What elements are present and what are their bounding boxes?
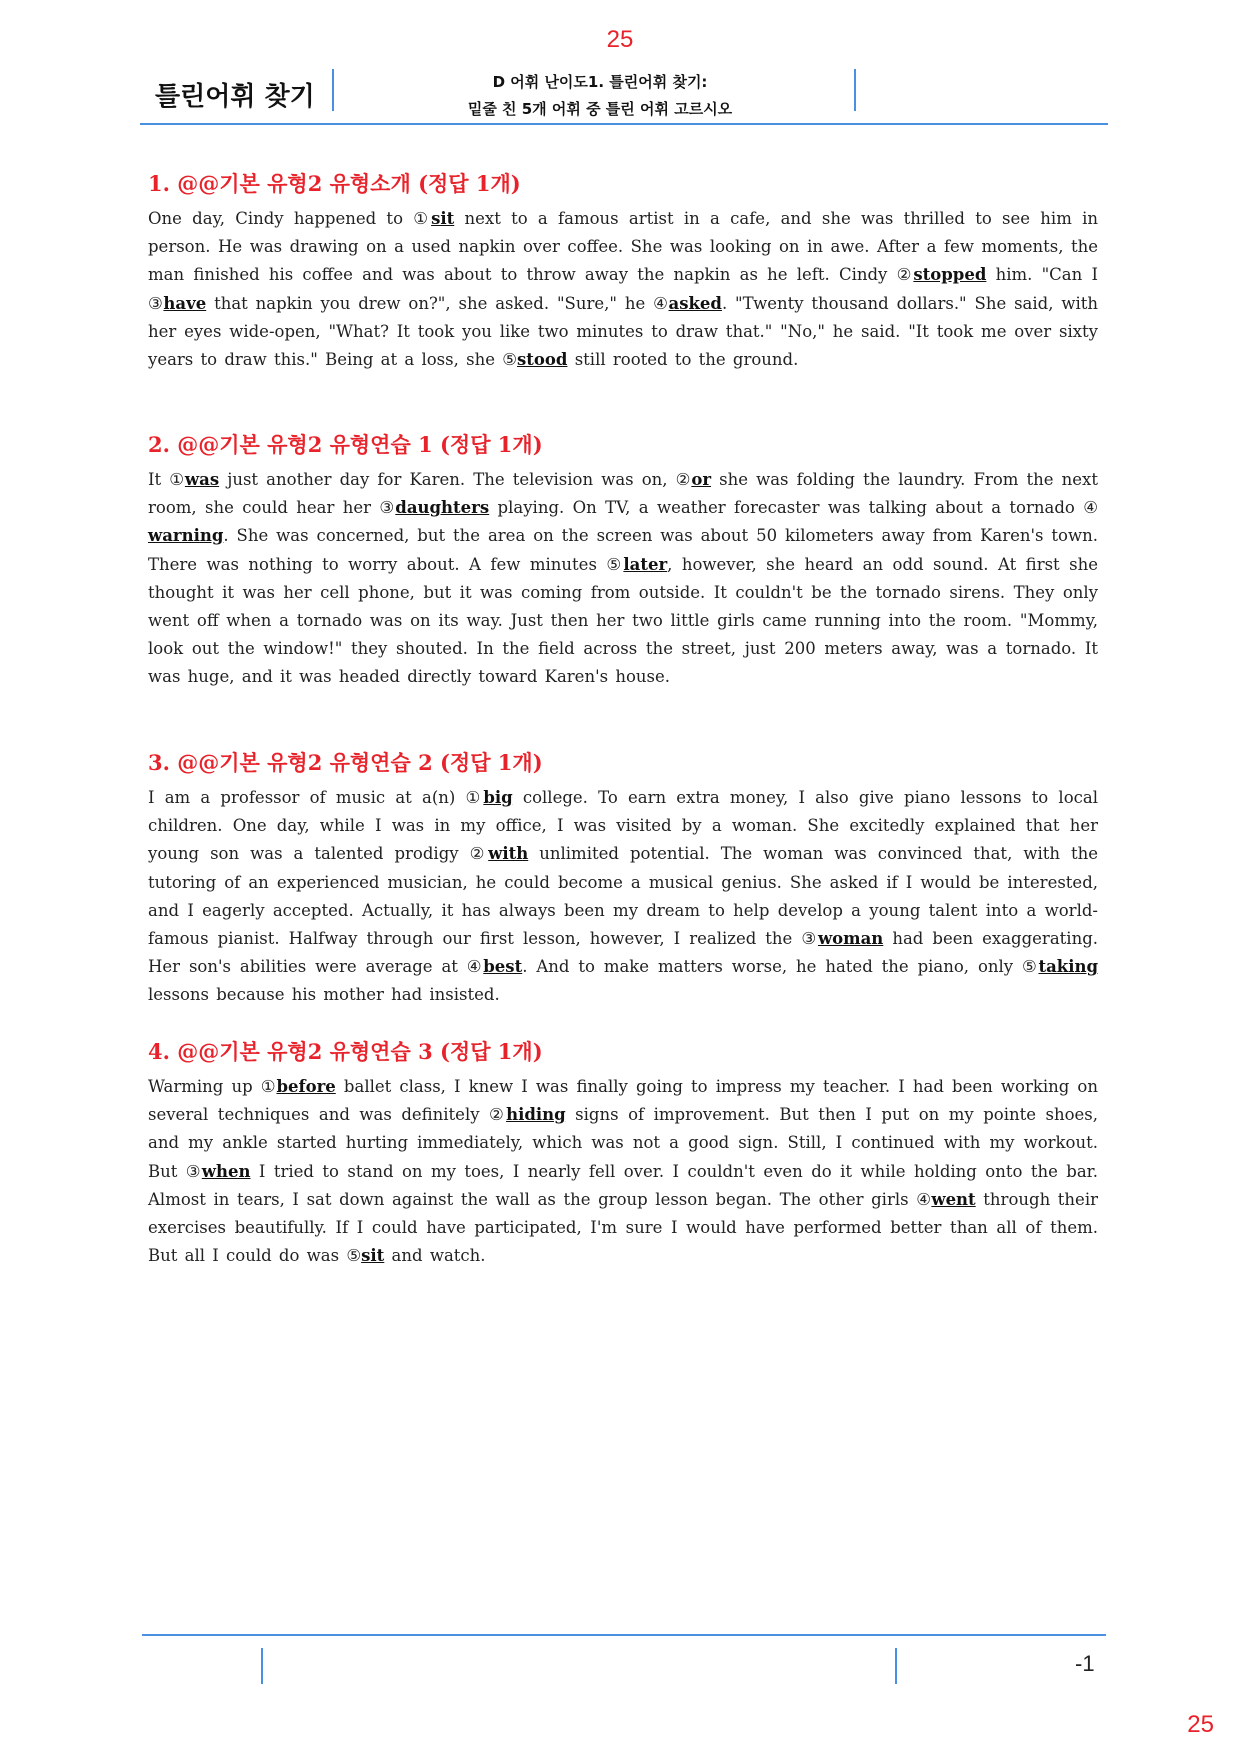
underlined-choice: daughters	[395, 498, 490, 518]
question-title: 4. @@기본 유형2 유형연습 3 (정답 1개)	[148, 1039, 543, 1064]
footer-divider-left	[261, 1648, 263, 1684]
underlined-choice: hiding	[506, 1105, 566, 1125]
footer-rule	[142, 1634, 1106, 1636]
passage-text: I tried to stand on my toes, I nearly fell over. I couldn't even do it while holding onto the bar. Almost in tears, I sat down against the wall as the group lesson began. The other girls ④	[148, 1161, 1098, 1209]
footer-page-label: -1	[1075, 1651, 1095, 1676]
question-title: 3. @@기본 유형2 유형연습 2 (정답 1개)	[148, 750, 543, 775]
page-number-bottom: 25	[1187, 1711, 1214, 1738]
underlined-choice: woman	[817, 929, 884, 949]
underlined-choice: stopped	[913, 265, 987, 285]
header-subtitle	[440, 69, 760, 123]
passage-text: . "Twenty thousand dollars." She said, with her eyes wide-open, "What? It took you like two minutes to draw that." "No," he said. "It took me over sixty years to draw this." Being at a loss, she ⑤	[148, 293, 1098, 370]
header-title: 틀린어휘 찾기	[155, 82, 315, 112]
passage-text: just another day for Karen. The television was on, ②	[219, 470, 692, 489]
header-rule	[140, 123, 1108, 125]
passage-text: One day, Cindy happened to ①	[148, 209, 432, 228]
header-divider-right	[854, 69, 856, 111]
passage-text: I am a professor of music at a(n) ①	[148, 788, 484, 807]
underlined-choice: with	[488, 844, 529, 864]
underlined-choice: stood	[517, 350, 568, 370]
passage-text: she was folding the laundry. From the next room, she could hear her ③	[148, 470, 1098, 518]
passage-text: . And to make matters worse, he hated the piano, only ⑤	[522, 957, 1039, 977]
underlined-choice: big	[483, 788, 513, 807]
passage-text: college. To earn extra money, I also give piano lessons to local children. One day, while I was in my office, I was visited by a woman. She excitedly explained that her young son was a talented prodigy ②	[148, 788, 1098, 864]
passage-text: , however, she heard an odd sound. At first she thought it was her cell phone, but it was coming from outside. It couldn't be the tornado sirens. They only went off when a tornado was on its way. Just then her two little girls came running into the room. "Mommy, look out the window!" they shouted. In the field across the street, just 200 meters away, was a tornado. It was huge, and it was headed directly toward Karen's house.	[148, 554, 1098, 687]
passage-text: Warming up ①	[148, 1077, 277, 1096]
question-2	[148, 430, 1098, 692]
passage-text: unlimited potential. The woman was convinced that, with the tutoring of an experienced musician, he could become a musical genius. She asked if I would be interested, and I eagerly accepted. Actually, it has always been my dream to help develop a young talent into a world-famous pianist. Halfway through our first lesson, however, I realized the ③	[148, 844, 1099, 949]
underlined-choice: asked	[668, 293, 722, 313]
passage-text: playing. On TV, a weather forecaster was talking about a tornado ④	[489, 498, 1098, 518]
page-number-top: 25	[606, 26, 634, 53]
question-title: 2. @@기본 유형2 유형연습 1 (정답 1개)	[148, 432, 543, 457]
footer-divider-right	[895, 1648, 897, 1684]
passage-text: him. "Can I ③	[148, 265, 1098, 313]
header-subtitle-line1: D 어휘 난이도1. 틀린어휘 찾기:	[492, 73, 708, 91]
underlined-choice: when	[201, 1161, 251, 1181]
underlined-choice: was	[184, 470, 220, 489]
question-passage	[148, 466, 1098, 692]
passage-text: through their exercises beautifully. If I could have participated, I'm sure I would have performed better than all of them. But all I could do was ⑤	[148, 1189, 1098, 1266]
passage-text: ballet class, I knew I was finally going to impress my teacher. I had been working on several techniques and was definitely ②	[148, 1077, 1098, 1125]
underlined-choice: before	[276, 1077, 336, 1096]
page-header	[140, 66, 1108, 126]
passage-text: that napkin you drew on?", she asked. "Sure," he ④	[206, 293, 669, 313]
question-passage	[148, 1073, 1098, 1270]
passage-text: next to a famous artist in a cafe, and she was thrilled to see him in person. He was drawing on a used napkin over coffee. She was looking on in awe. After a few moments, the man finished his coffee and was about to throw away the napkin as he left. Cindy ②	[148, 209, 1098, 285]
underlined-choice: went	[931, 1189, 976, 1209]
underlined-choice: have	[163, 293, 207, 313]
question-passage	[148, 784, 1098, 1010]
passage-text: still rooted to the ground.	[567, 350, 799, 370]
header-subtitle-line2: 밑줄 친 5개 어휘 중 틀린 어휘 고르시오	[467, 100, 733, 118]
question-1	[148, 169, 1098, 374]
passage-text: signs of improvement. But then I put on my pointe shoes, and my ankle started hurting immediately, which was not a good sign. Still, I continued with my workout. But ③	[148, 1105, 1099, 1181]
underlined-choice: sit	[431, 209, 455, 228]
underlined-choice: best	[483, 957, 523, 977]
passage-text: had been exaggerating. Her son's abilities were average at ④	[148, 929, 1098, 977]
underlined-choice: later	[623, 554, 668, 574]
header-divider-left	[332, 69, 334, 111]
question-title: 1. @@기본 유형2 유형소개 (정답 1개)	[148, 171, 521, 196]
passage-text: . She was concerned, but the area on the screen was about 50 kilometers away from Karen's town. There was nothing to worry about. A few minutes ⑤	[148, 526, 1098, 574]
underlined-choice: warning	[148, 526, 224, 546]
underlined-choice: sit	[361, 1246, 385, 1266]
passage-text: lessons because his mother had insisted.	[148, 985, 500, 1005]
passage-text: It ①	[148, 470, 185, 489]
passage-text: and watch.	[384, 1246, 486, 1266]
question-passage	[148, 205, 1098, 374]
underlined-choice: or	[691, 470, 712, 489]
underlined-choice: taking	[1038, 957, 1098, 977]
question-4	[148, 1037, 1098, 1270]
question-3	[148, 748, 1098, 1010]
